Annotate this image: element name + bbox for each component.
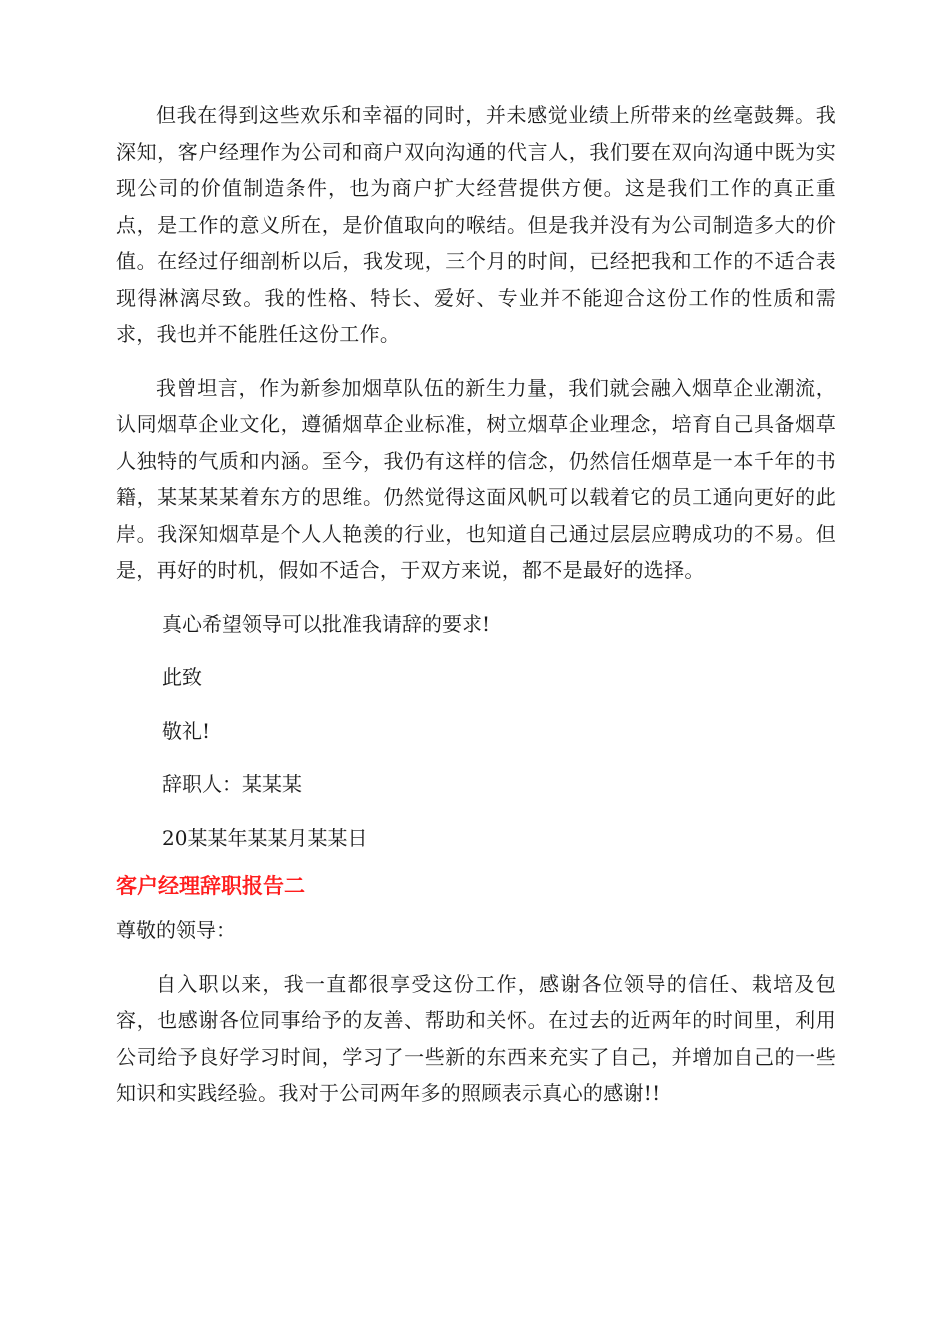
closing-salute: 敬礼! — [162, 718, 211, 743]
date-line: 20某某年某某月某某日 — [162, 825, 368, 850]
request-line: 真心希望领导可以批准我请辞的要求! — [162, 611, 491, 636]
closing-line: 此致 — [162, 665, 202, 689]
salutation: 尊敬的领导： — [116, 918, 236, 942]
body-paragraph: 自入职以来，我一直都很享受这份工作，感谢各位领导的信任、栽培及包容，也感谢各位同事给予的友善、帮助和关怀。在过去的近两年的时间里，利用公司给予良好学习时间，学习了一些新的东西来充实了自己，并增加自己的一些知识和实践经验。我对于公司两年多的照顾表示真心的感谢!! — [116, 971, 836, 1105]
body-paragraph: 但我在得到这些欢乐和幸福的同时，并未感觉业绩上所带来的丝毫鼓舞。我深知，客户经理作为公司和商户双向沟通的代言人，我们要在双向沟通中既为实现公司的价值制造条件，也为商户扩大经营提供方便。这是我们工作的真正重点，是工作的意义所在，是价值取向的喉结。但是我并没有为公司制造多大的价值。在经过仔细剖析以后，我发现，三个月的时间，已经把我和工作的不适合表现得淋漓尽致。我的性格、特长、爱好、专业并不能迎合这份工作的性质和需求，我也并不能胜任这份工作。 — [116, 103, 836, 346]
signature-line: 辞职人：某某某 — [162, 772, 302, 796]
document-page — [116, 97, 836, 1112]
body-paragraph: 我曾坦言，作为新参加烟草队伍的新生力量，我们就会融入烟草企业潮流，认同烟草企业文化，遵循烟草企业标准，树立烟草企业理念，培育自己具备烟草人独特的气质和内涵。至今，我仍有这样的信念，仍然信任烟草是一本千年的书籍，某某某某着东方的思维。仍然觉得这面风帆可以载着它的员工通向更好的此岸。我深知烟草是个人人艳羡的行业，也知道自己通过层层应聘成功的不易。但是，再好的时机，假如不适合，于双方来说，都不是最好的选择。 — [116, 375, 836, 582]
section-title: 客户经理辞职报告二 — [116, 874, 305, 898]
